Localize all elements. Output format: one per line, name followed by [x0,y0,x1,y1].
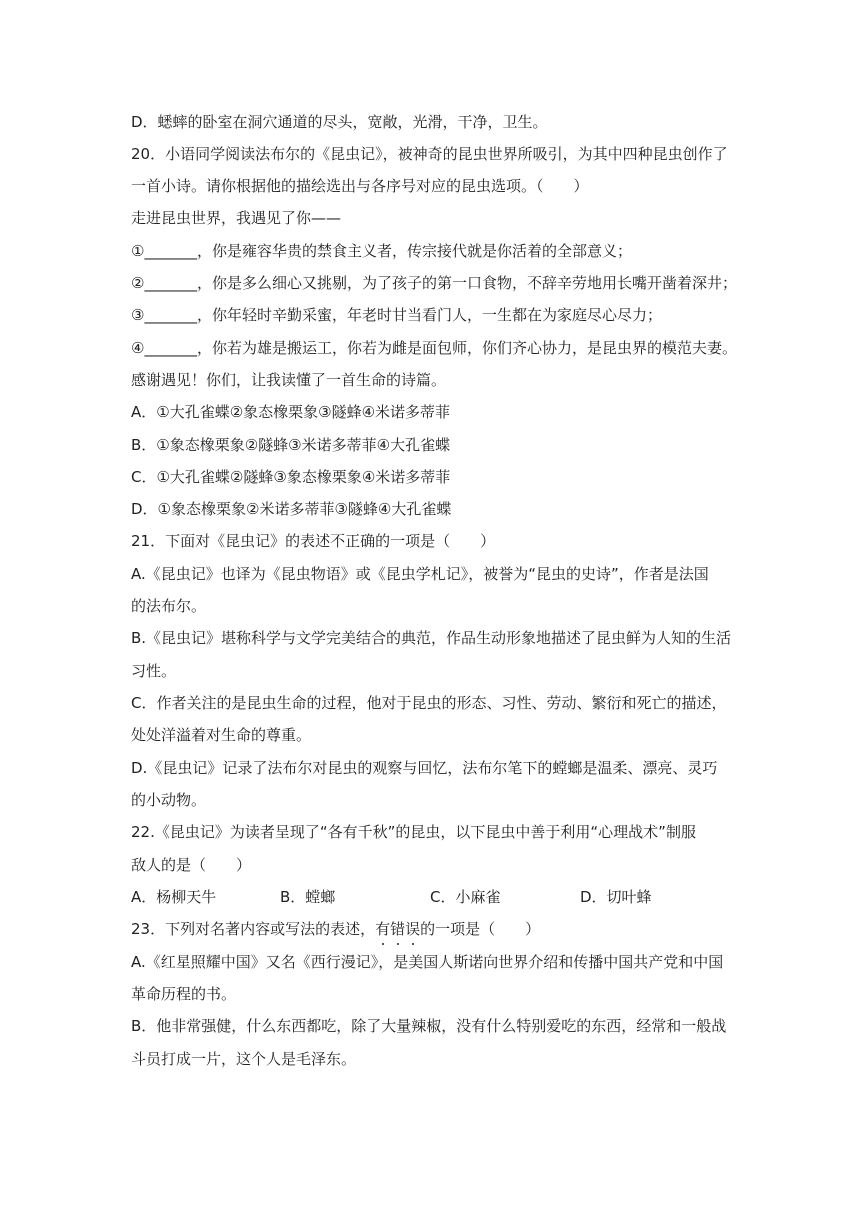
q20-poem-intro: 走进昆虫世界，我遇见了你—— [131,209,342,227]
q20-poem-line-2: ②_______，你是多么细心又挑剔，为了孩子的第一口食物，不辞辛劳地用长嘴开凿着深井； [131,274,737,292]
q21-option-b-line-1: B.《昆虫记》堪称科学与文学完美结合的典范，作品生动形象地描述了昆虫鲜为人知的生活 [131,629,732,647]
q23-stem [131,918,540,940]
q23-stem-after: 的一项是（ ） [420,920,541,938]
q23-emphasis-char-2: 错 [390,920,406,938]
q21-option-a-line-2: 的法布尔。 [131,597,207,615]
q23-option-b-line-1: B．他非常强健，什么东西都吃，除了大量辣椒，没有什么特别爱吃的东西，经常和一般战 [131,1017,727,1035]
q20-option-b: B．①象态橡栗象②隧蜂③米诺多蒂菲④大孔雀蝶 [131,436,451,454]
q22-option-c: C．小麻雀 [430,888,501,906]
q22-option-b: B．螳螂 [280,888,336,906]
q20-option-d: D．①象态橡栗象②米诺多蒂菲③隧蜂④大孔雀蝶 [131,500,452,518]
q23-emphasis-char-1: 有 [375,920,391,938]
q23-stem-before: 23．下列对名著内容或写法的表述， [131,920,376,938]
q20-stem-line-2: 一首小诗。请你根据他的描绘选出与各序号对应的昆虫选项。（ ） [131,177,589,195]
q21-option-c-line-2: 处处洋溢着对生命的尊重。 [131,726,312,744]
q22-stem-line-2: 敌人的是（ ） [131,856,252,874]
q20-stem-line-1: 20．小语同学阅读法布尔的《昆虫记》，被神奇的昆虫世界所吸引，为其中四种昆虫创作了 [131,145,728,163]
q19-option-d: D．蟋蟀的卧室在洞穴通道的尽头，宽敞，光滑，干净，卫生。 [131,113,548,131]
q20-poem-line-1: ①_______，你是雍容华贵的禁食主义者，传宗接代就是你活着的全部意义； [131,242,632,260]
q20-poem-line-3: ③_______，你年轻时辛勤采蜜，年老时甘当看门人，一生都在为家庭尽心尽力； [131,306,662,324]
q22-option-d: D．切叶蜂 [580,888,652,906]
q21-option-a-line-1: A.《昆虫记》也译为《昆虫物语》或《昆虫学札记》，被誉为“昆虫的史诗”，作者是法国 [131,565,709,583]
q21-stem: 21．下面对《昆虫记》的表述不正确的一项是（ ） [131,532,496,550]
q20-option-c: C．①大孔雀蝶②隧蜂③象态橡栗象④米诺多蒂菲 [131,468,451,486]
q23-option-a-line-1: A.《红星照耀中国》又名《西行漫记》，是美国人斯诺向世界介绍和传播中国共产党和中国 [131,953,724,971]
q22-stem-line-1: 22.《昆虫记》为读者呈现了“各有千秋”的昆虫，以下昆虫中善于利用“心理战术”制服 [131,823,696,841]
q23-emphasis-char-3: 误 [405,920,421,938]
q20-option-a: A．①大孔雀蝶②象态橡栗象③隧蜂④米诺多蒂菲 [131,403,451,421]
q21-option-b-line-2: 习性。 [131,662,177,680]
q23-option-a-line-2: 革命历程的书。 [131,985,237,1003]
q21-option-d-line-2: 的小动物。 [131,791,207,809]
q20-poem-line-4: ④_______，你若为雄是搬运工，你若为雌是面包师，你们齐心协力，是昆虫界的模范夫妻。 [131,339,737,357]
q22-option-a: A．杨柳天牛 [131,888,217,906]
q20-poem-outro: 感谢遇见！你们，让我读懂了一首生命的诗篇。 [131,371,447,389]
q23-option-b-line-2: 斗员打成一片，这个人是毛泽东。 [131,1050,357,1068]
q21-option-d-line-1: D.《昆虫记》记录了法布尔对昆虫的观察与回忆，法布尔笔下的螳螂是温柔、漂亮、灵巧 [131,759,718,777]
q21-option-c-line-1: C．作者关注的是昆虫生命的过程，他对于昆虫的形态、习性、劳动、繁衍和死亡的描述， [131,694,727,712]
